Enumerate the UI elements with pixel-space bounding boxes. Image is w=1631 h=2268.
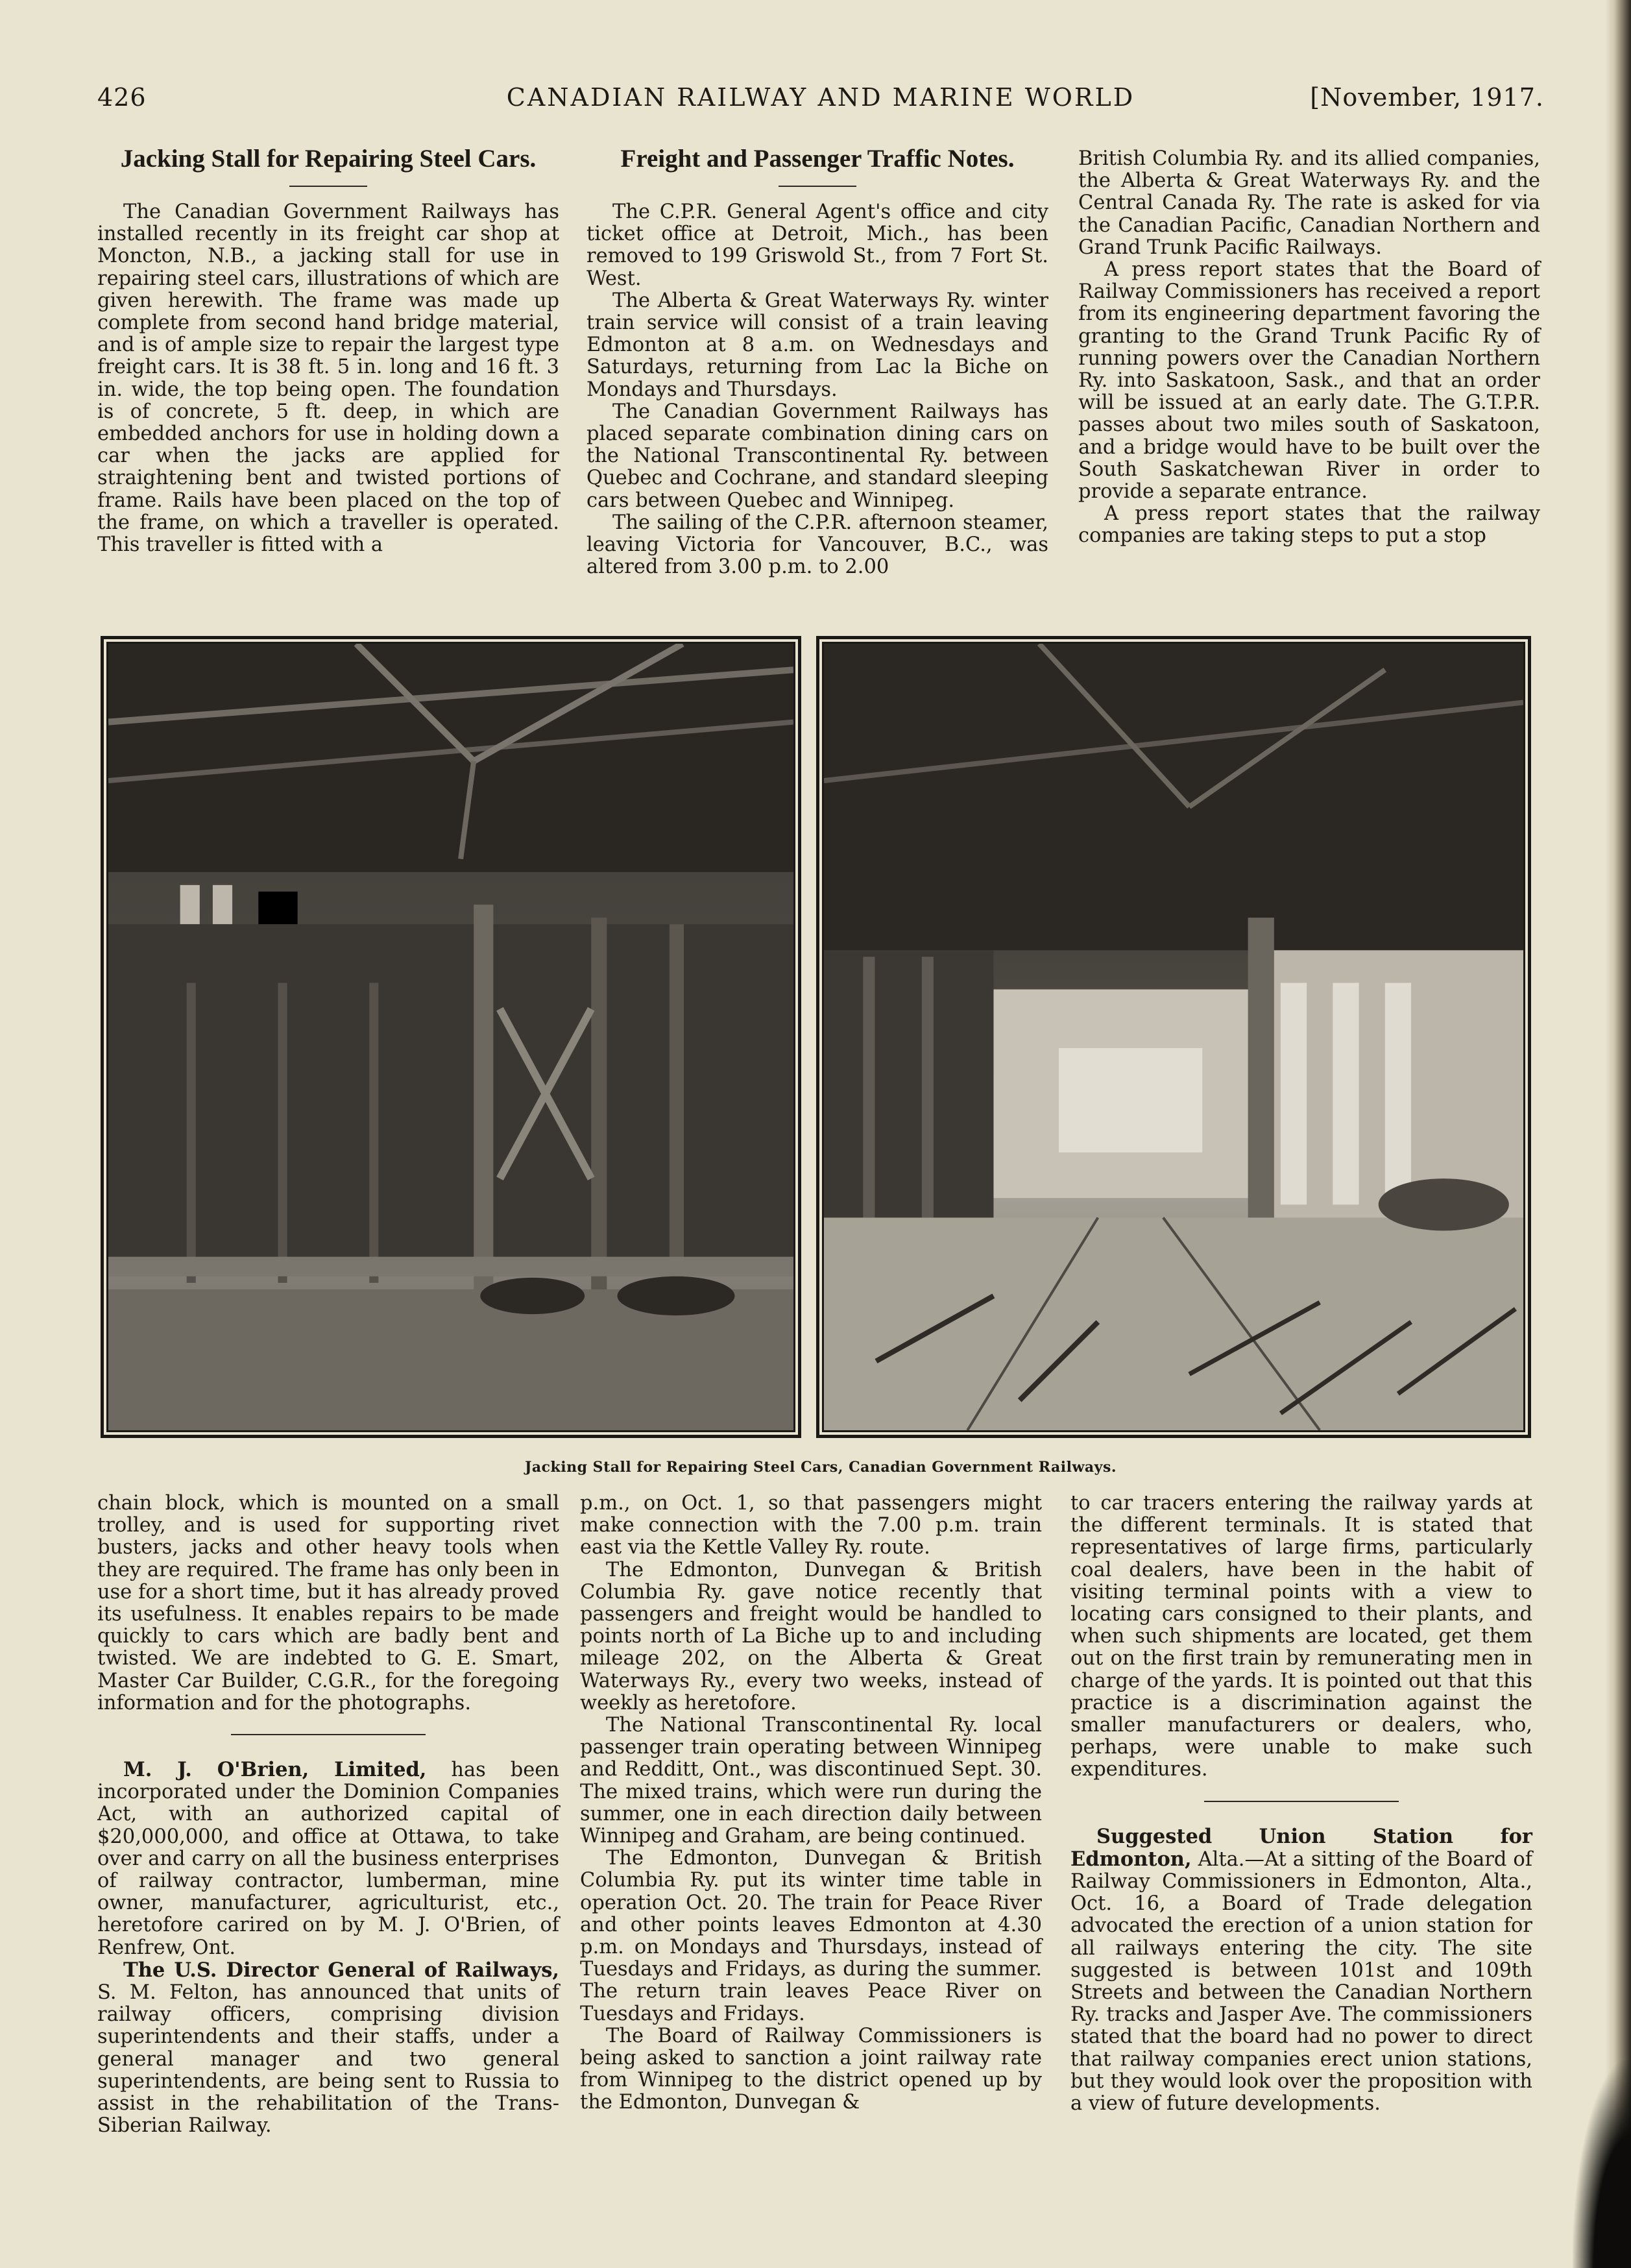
paragraph-lead: The U.S. Director General of Railways, (123, 1958, 559, 1982)
paragraph: The sailing of the C.P.R. afternoon steamer, leaving Victoria for Vancouver, B.C., was altered from 3.00 p.m. to 2.00 (586, 511, 1048, 579)
page-edge-shadow (1605, 0, 1631, 2268)
paragraph: The Canadian Government Railways has installed recently in its freight car shop at Moncton, N.B., a jacking stall for use in repairing steel cars, illustrations of which are given herewith. The frame was made up complete from second hand bridge material, and is of ample size to repair the largest type freight cars. It is 38 ft. 5 in. long and 16 ft. 3 in. wide, the top being open. The foundation is of concrete, 5 ft. deep, in which are embedded anchors for use in holding down a car when the jacks are applied for straightening bent and twisted portions of frame. Rails have been placed on the top of the frame, on which a traveller is operated. This traveller is fitted with a (97, 201, 559, 557)
running-header (97, 83, 1544, 122)
photo-jacking-stall-left (101, 636, 801, 1438)
paragraph: to car tracers entering the railway yards at the different terminals. It is stated that representatives of large firms, particularly coal dealers, have been in the habit of visiting terminal points with a view to locating cars consigned to their plants, and when such shipments are located, get them out on the first train by remunerating men in charge of the yards. It is pointed out that this practice is a discrimination against the smaller manufacturers or dealers, who, perhaps, were unable to make such expenditures. (1070, 1492, 1532, 1781)
column-1-bottom (97, 1493, 559, 2137)
paragraph: The Edmonton, Dunvegan & British Columbia Ry. put its winter time table in operation Oct. 20. The train for Peace River and other points leaves Edmonton at 4.30 p.m. on Mondays and Thursdays, instead of Tuesdays and Fridays, as during the summer. The return train leaves Peace River on Tuesdays and Fridays. (580, 1847, 1042, 2025)
figure-caption: Jacking Stall for Repairing Steel Cars, Canadian Government Railways. (524, 1459, 1117, 1476)
paragraph: The C.P.R. General Agent's office and city ticket office at Detroit, Mich., has been removed to 199 Griswold St., from 7 Fort St. West. (586, 201, 1048, 290)
column-2-bottom (580, 1493, 1042, 2114)
issue-date: [November, 1917. (1310, 83, 1544, 112)
paragraph: The Edmonton, Dunvegan & British Columbia Ry. gave notice recently that passengers and freight would be handled to points north of La Biche up to and including mileage 202, on the Alberta & Great Waterways Ry., every two weeks, instead of weekly as heretofore. (580, 1558, 1042, 1714)
heading-rule (289, 186, 367, 187)
paragraph: p.m., on Oct. 1, so that passengers might make connection with the 7.00 p.m. train east via the Kettle Valley Ry. route. (580, 1492, 1042, 1559)
paragraph: The Board of Railway Commissioners is being asked to sanction a joint railway rate from Winnipeg to the district opened up by the Edmonton, Dunvegan & (580, 2024, 1042, 2114)
column-1-top (97, 144, 559, 556)
paragraph: British Columbia Ry. and its allied companies, the Alberta & Great Waterways Ry. and the Central Canada Ry. The rate is asked for via the Canadian Pacific, Canadian Northern and Grand Trunk Pacific Railways. (1078, 147, 1540, 259)
article-heading-jacking-stall: Jacking Stall for Repairing Steel Cars. (120, 145, 537, 173)
paragraph: The National Transcontinental Ry. local passenger train operating between Winnipeg and Redditt, Ont., was discontinued Sept. 30. The mixed trains, which were run during the summer, one in each direction daily between Winnipeg and Graham, are being continued. (580, 1714, 1042, 1848)
photo-jacking-stall-right (816, 636, 1531, 1438)
journal-title: CANADIAN RAILWAY AND MARINE WORLD (506, 83, 1135, 112)
article-heading-traffic-notes: Freight and Passenger Traffic Notes. (620, 145, 1015, 173)
paragraph-obrien: M. J. O'Brien, Limited, has been incorporated under the Dominion Companies Act, with an authorized capital of $20,000,000, and office at Ottawa, to take over and carry on all the business enterprises of railway contractor, lumberman, mine owner, manufacturer, agriculturist, etc., heretofore carired on by M. J. O'Brien, of Renfrew, Ont. (97, 1758, 559, 1959)
heading-rule (779, 186, 856, 187)
page-number: 426 (97, 83, 147, 112)
paragraph-lead: M. J. O'Brien, Limited, (123, 1758, 427, 1782)
paragraph-union-station: Suggested Union Station for Edmonton, Alta.—At a sitting of the Board of Railway Commissioners in Edmonton, Alta., Oct. 16, a Board of Trade delegation advocated the erection of a union station for all railways entering the city. The site suggested is between 101st and 109th Streets and between the Canadian Northern Ry. tracks and Jasper Ave. The commissioners stated that the board had no power to direct that railway companies erect union stations, but they would look over the proposition with a view of future developments. (1070, 1824, 1532, 2116)
column-3-bottom (1070, 1493, 1532, 2115)
paragraph-us-director: The U.S. Director General of Railways, S. M. Felton, has announced that units of railway officers, comprising division superintendents and their staffs, under a general manager and two general superintendents, are being sent to Russia to assist in the rehabilitation of the Trans-Siberian Railway. (97, 1958, 559, 2138)
paragraph: chain block, which is mounted on a small trolley, and is used for supporting rivet busters, jacks and other heavy tools when they are required. The frame has only been in use for a short time, but it has already proved its usefulness. It enables repairs to be made quickly to cars which are badly bent and twisted. We are indebted to G. E. Smart, Master Car Builder, C.G.R., for the foregoing information and for the photographs. (97, 1492, 559, 1714)
paragraph: The Alberta & Great Waterways Ry. winter train service will consist of a train leaving Edmonton at 8 a.m. on Wednesdays and Saturdays, returning from Lac la Biche on Mondays and Thursdays. (586, 289, 1048, 401)
column-3-top (1078, 148, 1540, 548)
paragraph: A press report states that the Board of Railway Commissioners has received a report from its engineering department favoring the granting to the Grand Trunk Pacific Ry of running powers over the Canadian Northern Ry. into Saskatoon, Sask., and that an order will be issued at an early date. The G.T.P.R. passes about two miles south of Saskatoon, and a bridge would have to be built over the South Saskatchewan River in order to provide a separate entrance. (1078, 258, 1540, 504)
photo-image (824, 644, 1523, 1430)
page-corner-shadow (1573, 2060, 1631, 2268)
paragraph: A press report states that the railway companies are taking steps to put a stop (1078, 502, 1540, 548)
column-2-top (586, 144, 1048, 578)
paragraph: The Canadian Government Railways has placed separate combination dining cars on the National Transcontinental Ry. between Quebec and Cochrane, and standard sleeping cars between Quebec and Winnipeg. (586, 400, 1048, 512)
paragraph-lead: Suggested Union Station for Edmonton, (1070, 1824, 1532, 1871)
photo-image (108, 644, 793, 1430)
section-rule (1204, 1801, 1399, 1802)
section-rule (231, 1734, 426, 1735)
